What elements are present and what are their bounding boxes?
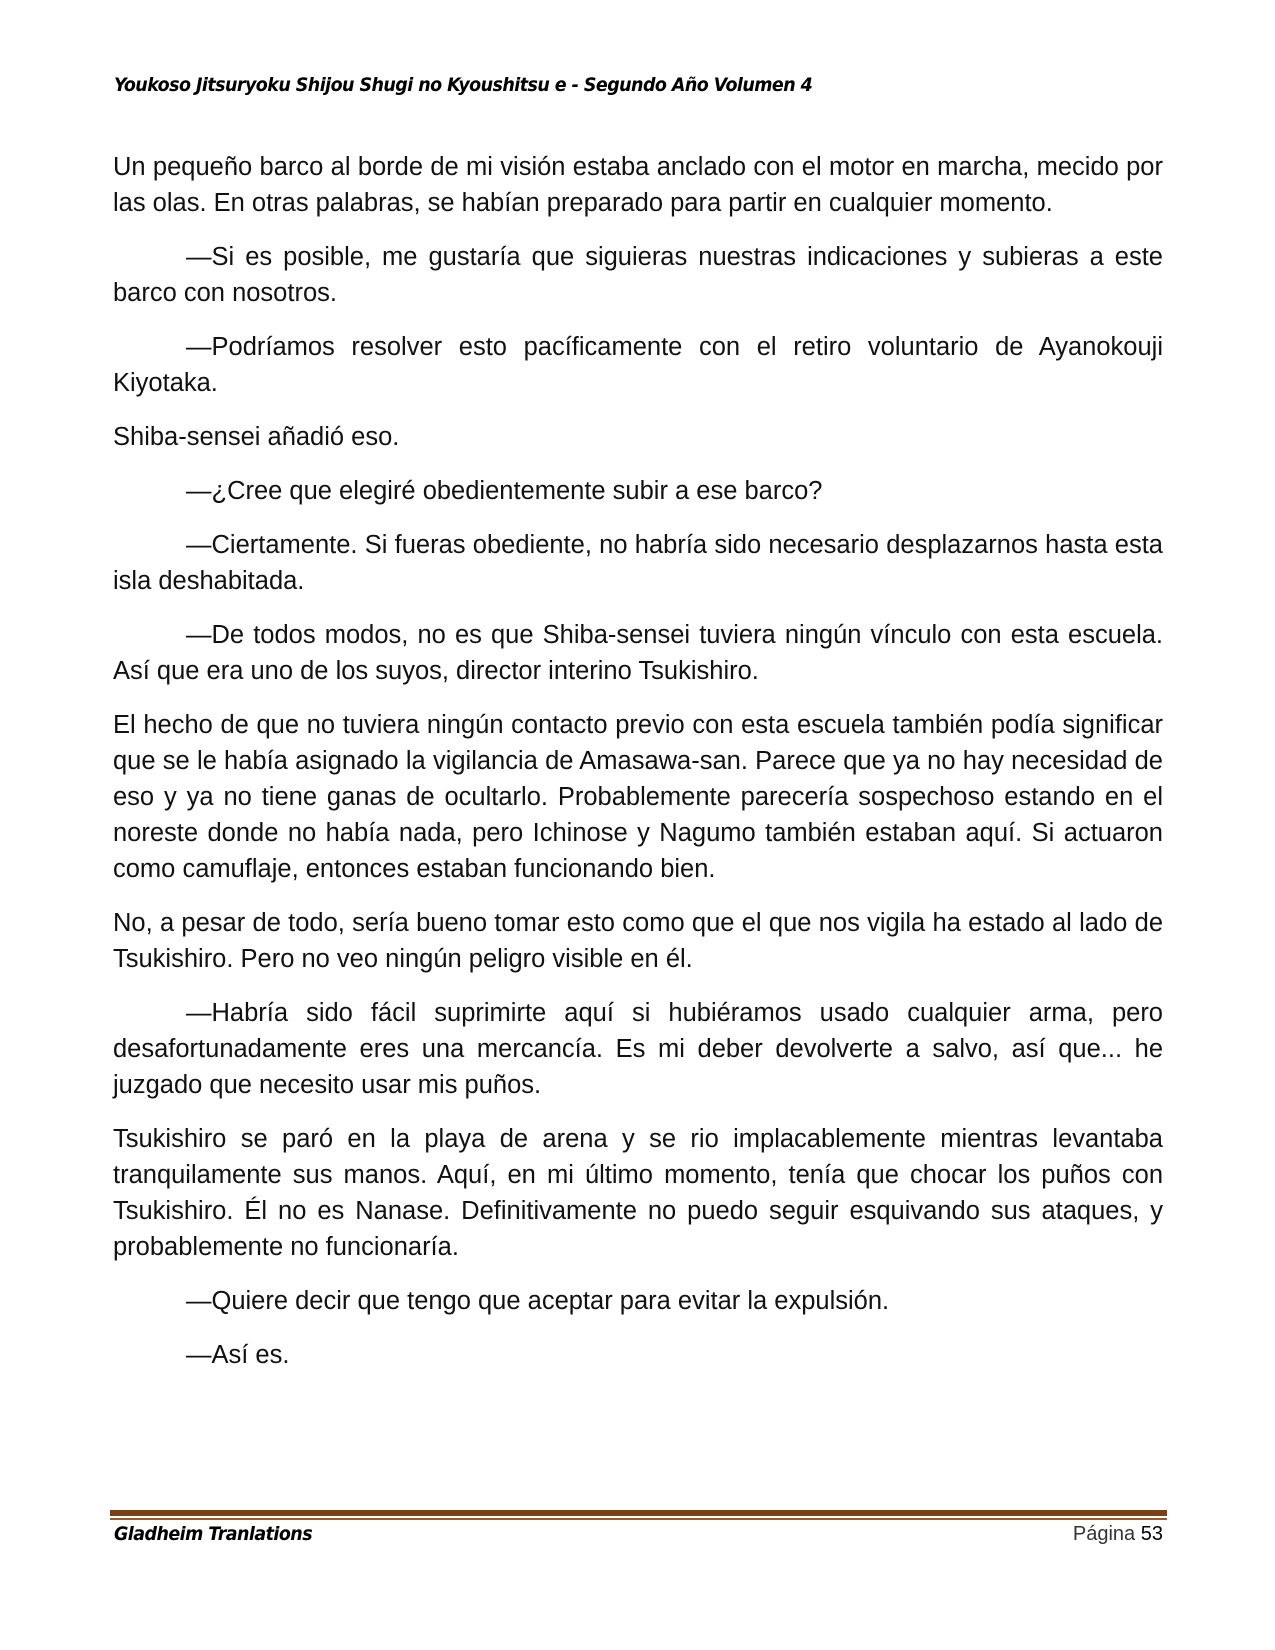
paragraph: Tsukishiro se paró en la playa de arena y se rio implacablemente mientras levantaba tranquilamente sus manos. Aquí, en mi último momento, tenía que chocar los puños con Tsukishiro. Él no es Nanase. Definitivamente no puedo seguir esquivando sus ataques, y probablemente no funcionaría. <box>113 1125 1163 1261</box>
dialogue-paragraph: —Ciertamente. Si fueras obediente, no habría sido necesario desplazarnos hasta esta isla deshabitada. <box>113 531 1163 595</box>
dialogue-paragraph: —De todos modos, no es que Shiba-sensei tuviera ningún vínculo con esta escuela. Así que era uno de los suyos, director interino Tsukishiro. <box>113 621 1163 685</box>
footer-credit: Gladheim Tranlations <box>114 1523 313 1545</box>
paragraph: No, a pesar de todo, sería bueno tomar esto como que el que nos vigila ha estado al lado de Tsukishiro. Pero no veo ningún peligro visible en él. <box>113 909 1163 973</box>
dialogue-paragraph: —Habría sido fácil suprimirte aquí si hubiéramos usado cualquier arma, pero desafortunadamente eres una mercancía. Es mi deber devolverte a salvo, así que... he juzgado que necesito usar mis puños. <box>113 999 1163 1099</box>
dialogue-paragraph: —¿Cree que elegiré obedientemente subir a ese barco? <box>186 477 823 505</box>
dialogue-paragraph: —Así es. <box>186 1341 290 1369</box>
dialogue-paragraph: —Si es posible, me gustaría que siguieras nuestras indicaciones y subieras a este barco con nosotros. <box>113 243 1163 307</box>
paragraph: El hecho de que no tuviera ningún contacto previo con esta escuela también podía significar que se le había asignado la vigilancia de Amasawa-san. Parece que ya no hay necesidad de eso y ya no tiene ganas de ocultarlo. Probablemente parecería sospechoso estando en el noreste donde no había nada, pero Ichinose y Nagumo también estaban aquí. Si actuaron como camuflaje, entonces estaban funcionando bien. <box>113 711 1163 883</box>
footer-rule-thin <box>110 1518 1167 1520</box>
paragraph: Un pequeño barco al borde de mi visión estaba anclado con el motor en marcha, mecido por las olas. En otras palabras, se habían preparado para partir en cualquier momento. <box>113 153 1163 217</box>
dialogue-paragraph: —Podríamos resolver esto pacíficamente con el retiro voluntario de Ayanokouji Kiyotaka. <box>113 333 1163 397</box>
page-label: Página <box>1072 1523 1136 1545</box>
footer-rule <box>110 1510 1167 1516</box>
dialogue-paragraph: —Quiere decir que tengo que aceptar para evitar la expulsión. <box>186 1287 890 1315</box>
page-body <box>113 149 1163 1391</box>
page-number-value: 53 <box>1140 1523 1163 1545</box>
running-header: Youkoso Jitsuryoku Shijou Shugi no Kyoushitsu e - Segundo Año Volumen 4 <box>114 74 813 96</box>
paragraph: Shiba-sensei añadió eso. <box>113 423 400 451</box>
page-number <box>1073 1523 1163 1546</box>
